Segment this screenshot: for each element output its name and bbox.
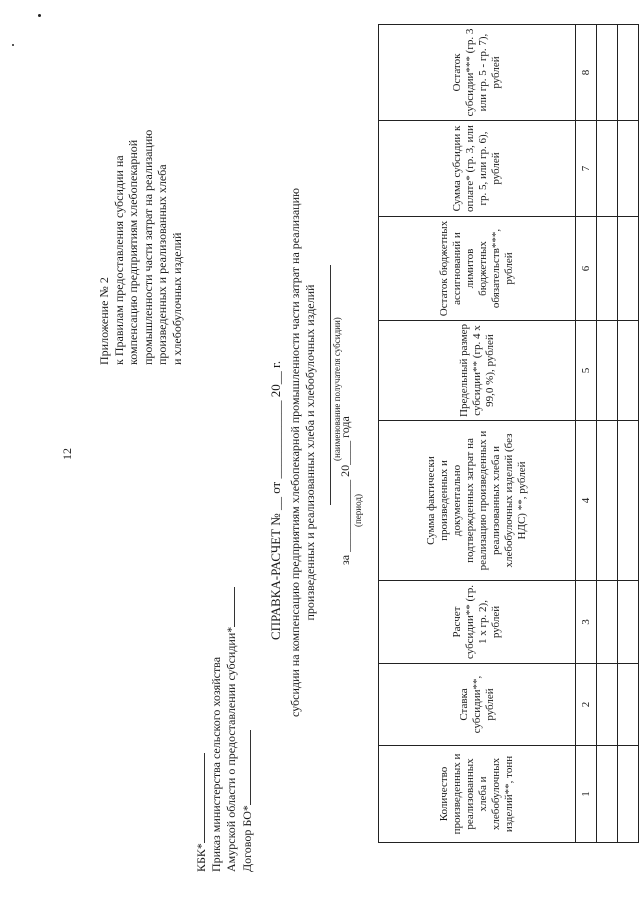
column-number: 4 xyxy=(576,421,597,581)
subtitle-line: произведенных и реализованных хлеба и хлебобулочных изделий xyxy=(303,284,317,621)
contract-blank-line xyxy=(239,730,251,805)
table-cell[interactable] xyxy=(597,25,618,121)
period-text: за ____________ 20____ года xyxy=(338,416,352,565)
column-number: 6 xyxy=(576,217,597,321)
appendix-line: произведенных и реализованных хлеба xyxy=(155,164,169,365)
table-cell[interactable] xyxy=(597,217,618,321)
table-cell[interactable] xyxy=(597,421,618,581)
table-cell[interactable] xyxy=(597,321,618,421)
appendix-line: промышленности части затрат на реализацию xyxy=(140,129,155,365)
appendix-header xyxy=(97,90,184,365)
header-fields xyxy=(193,552,254,872)
header-cell-subsidy-remainder: Остаток субсидии*** (гр. 3 или гр. 5 - гр. 7), рублей xyxy=(379,25,576,121)
appendix-line: к Правилам предоставления субсидии на xyxy=(111,155,126,365)
appendix-line: и хлебобулочных изделий xyxy=(169,232,184,365)
recipient-caption: (наименование получателя субсидии) xyxy=(332,317,342,461)
order-line-1: Приказ министерства сельского хозяйства xyxy=(208,656,223,872)
table-cell[interactable] xyxy=(618,581,639,664)
contract-label: Договор БО* xyxy=(239,805,254,872)
column-number: 1 xyxy=(576,746,597,843)
table-cell[interactable] xyxy=(618,746,639,843)
column-number: 2 xyxy=(576,664,597,746)
column-number-row xyxy=(576,25,597,843)
table-cell[interactable] xyxy=(597,121,618,217)
table-cell[interactable] xyxy=(597,664,618,746)
column-number: 7 xyxy=(576,121,597,217)
document-title: СПРАВКА-РАСЧЕТ № __ от ____________ 20__ г. xyxy=(268,360,283,640)
page-number: 12 xyxy=(60,448,74,460)
kbk-label: КБК* xyxy=(194,843,208,872)
table-cell[interactable] xyxy=(618,321,639,421)
appendix-line: компенсацию предприятиям хлебопекарной xyxy=(126,139,140,365)
table-row xyxy=(597,25,618,843)
recipient-blank-line xyxy=(330,265,331,505)
order-line-2: Амурской области о предоставлении субсидии* xyxy=(224,626,238,872)
column-number: 8 xyxy=(576,25,597,121)
column-number: 5 xyxy=(576,321,597,421)
table-header-row xyxy=(379,25,576,843)
table-cell[interactable] xyxy=(618,664,639,746)
order-blank-line xyxy=(223,587,235,627)
header-cell-actual-costs: Сумма фактически произведенных и документально подтвержденных затрат на реализацию произведенных и реализованных хлеба и хлебобулочных изделий (без НДС) **, рублей xyxy=(379,421,576,581)
subtitle-line: субсидии на компенсацию предприятиям хлебопекарной промышленности части затрат на реализацию xyxy=(288,188,302,717)
column-number: 3 xyxy=(576,581,597,664)
kbk-blank-line xyxy=(193,753,205,843)
table-cell[interactable] xyxy=(618,421,639,581)
header-cell-budget-remainder: Остаток бюджетных ассигнований и лимитов бюджетных обязательств***, рублей xyxy=(379,217,576,321)
table-cell[interactable] xyxy=(597,746,618,843)
document-subtitle xyxy=(288,0,318,905)
header-cell-limit: Предельный размер субсидии** (гр. 4 х 99,0 %), рублей xyxy=(379,321,576,421)
header-cell-rate: Ставка субсидии**, рублей xyxy=(379,664,576,746)
header-cell-amount-payable: Сумма субсидии к оплате* (гр. 3, или гр. 5, или гр. 6), рублей xyxy=(379,121,576,217)
header-cell-quantity: Количество произведенных и реализованных хлеба и хлебобулочных изделий**, тонн xyxy=(379,746,576,843)
table-cell[interactable] xyxy=(618,121,639,217)
table-cell[interactable] xyxy=(618,217,639,321)
period-field xyxy=(338,416,363,565)
calculation-table xyxy=(378,24,639,843)
table-row xyxy=(618,25,639,843)
table-cell[interactable] xyxy=(597,581,618,664)
period-caption: (период) xyxy=(353,494,363,527)
appendix-line: Приложение № 2 xyxy=(97,277,111,365)
table-cell[interactable] xyxy=(618,25,639,121)
header-cell-calculation: Расчет субсидии** (гр. 1 х гр. 2), рублей xyxy=(379,581,576,664)
